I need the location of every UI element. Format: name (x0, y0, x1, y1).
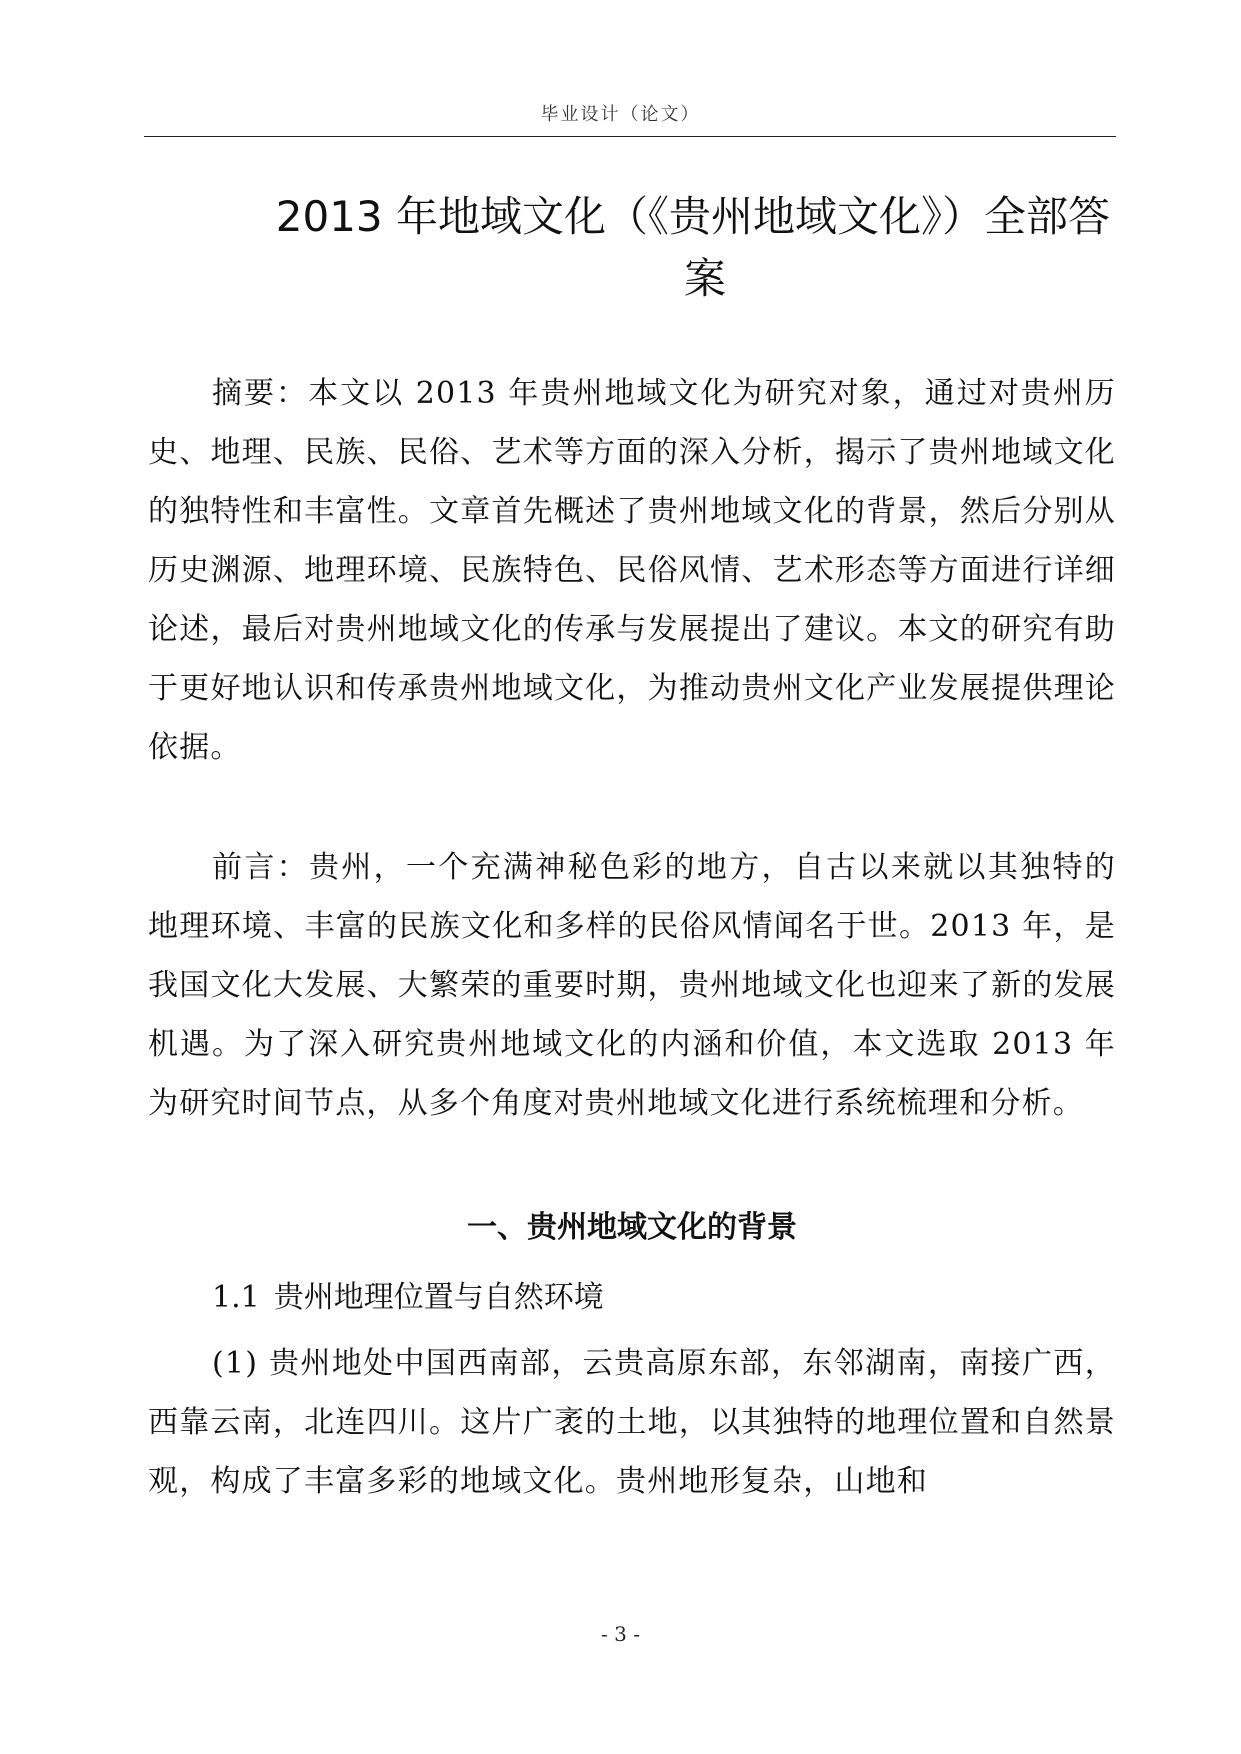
preface-paragraph: 前言：贵州，一个充满神秘色彩的地方，自古以来就以其独特的地理环境、丰富的民族文化和多样的民俗风情闻名于世。2013 年，是我国文化大发展、大繁荣的重要时期，贵州地域文化也迎来了新的发展机遇。为了深入研究贵州地域文化的内涵和价值，本文选取 2013 年为研究时间节点，从多个角度对贵州地域文化进行系统梳理和分析。 (148, 850, 1116, 1121)
subsection-heading (212, 1268, 604, 1328)
abstract-paragraph: 摘要：本文以 2013 年贵州地域文化为研究对象，通过对贵州历史、地理、民族、民俗、艺术等方面的深入分析，揭示了贵州地域文化的独特性和丰富性。文章首先概述了贵州地域文化的背景，然后分别从历史渊源、地理环境、民族特色、民俗风情、艺术形态等方面进行详细论述，最后对贵州地域文化的传承与发展提出了建议。本文的研究有助于更好地认识和传承贵州地域文化，为推动贵州文化产业发展提供理论依据。 (148, 376, 1116, 765)
page-number: - 3 - (601, 1622, 640, 1646)
document-title (150, 186, 1110, 310)
title-line-2: 案 (683, 254, 726, 303)
title-line-1: 2013 年地域文化（《贵州地域文化》）全部答 (275, 192, 1110, 241)
subsection-number: 1.1 (212, 1280, 260, 1315)
body-paragraph: (1) 贵州地处中国西南部，云贵高原东部，东邻湖南，南接广西，西靠云南，北连四川。这片广袤的土地，以其独特的地理位置和自然景观，构成了丰富多彩的地域文化。贵州地形复杂，山地和 (148, 1346, 1116, 1499)
section-heading: 一、贵州地域文化的背景 (467, 1210, 797, 1245)
header-divider (144, 136, 1116, 137)
running-header: 毕业设计（论文） (540, 104, 701, 125)
subsection-title: 贵州地理位置与自然环境 (273, 1280, 604, 1315)
